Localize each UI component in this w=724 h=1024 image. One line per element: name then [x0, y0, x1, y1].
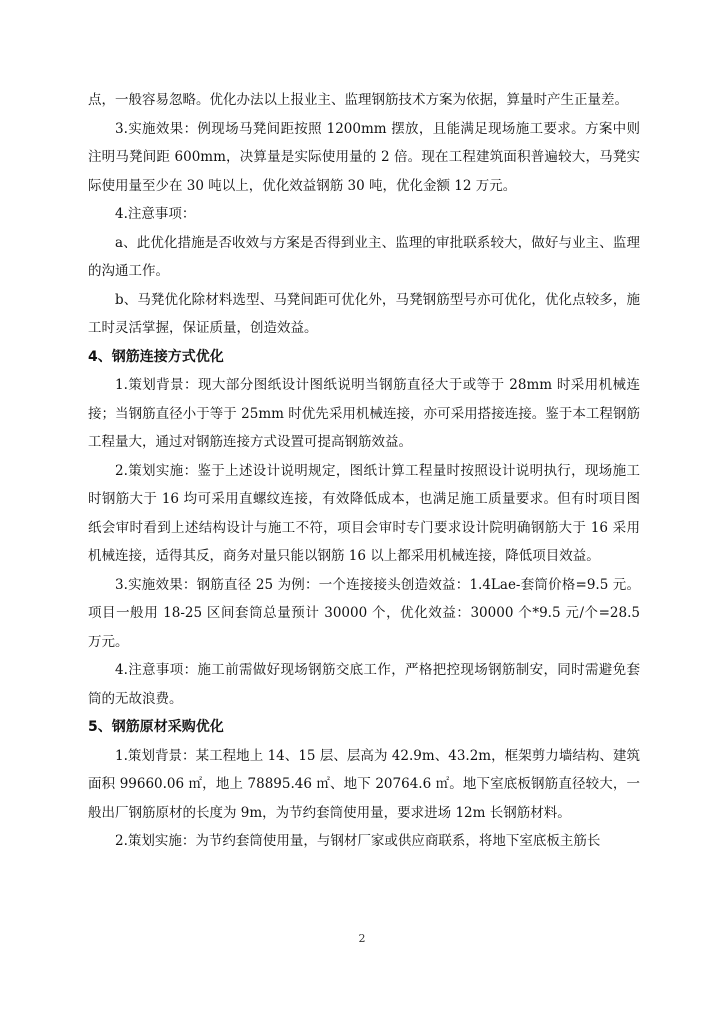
body-paragraph: 4.注意事项：施工前需做好现场钢筋交底工作，严格把控现场钢筋制安，同时需避免套筒的无故浪费。: [88, 662, 640, 707]
document-body: [88, 86, 640, 856]
body-paragraph: b、马凳优化除材料选型、马凳间距可优化外，马凳钢筋型号亦可优化，优化点较多，施工时灵活掌握，保证质量，创造效益。: [88, 291, 640, 336]
body-paragraph: 2.策划实施：鉴于上述设计说明规定，图纸计算工程量时按照设计说明执行，现场施工时钢筋大于 16 均可采用直螺纹连接，有效降低成本，也满足施工质量要求。但有时项目图纸会审时看到上述结构设计与施工不符，项目会审时专门要求设计院明确钢筋大于 16 采用机械连接，适得其反，商务对量只能以钢筋 16 以上都采用机械连接，降低项目效益。: [88, 462, 640, 564]
body-paragraph: 4.注意事项：: [115, 206, 196, 222]
body-paragraph: 点，一般容易忽略。优化办法以上报业主、监理钢筋技术方案为依据，算量时产生正量差。: [88, 92, 628, 108]
body-paragraph: 3.实施效果：例现场马凳间距按照 1200mm 摆放，且能满足现场施工要求。方案中则注明马凳间距 600mm，决算量是实际使用量的 2 倍。现在工程建筑面积普遍较大，马凳实际使用量至少在 30 吨以上，优化效益钢筋 30 吨，优化金额 12 万元。: [88, 120, 640, 194]
body-paragraph: 1.策划背景：现大部分图纸设计图纸说明当钢筋直径大于或等于 28mm 时采用机械连接；当钢筋直径小于等于 25mm 时优先采用机械连接，亦可采用搭接连接。鉴于本工程钢筋工程量大，通过对钢筋连接方式设置可提高钢筋效益。: [88, 377, 640, 450]
body-paragraph: 1.策划背景：某工程地上 14、15 层、层高为 42.9m、43.2m，框架剪力墙结构、建筑面积 99660.06 ㎡，地上 78895.46 ㎡、地下 20764.6 ㎡。地下室底板钢筋直径较大，一般出厂钢筋原材的长度为 9m，为节约套筒使用量，要求进场 12m 长钢筋材料。: [88, 747, 640, 821]
body-paragraph: 3.实施效果：钢筋直径 25 为例：一个连接接头创造效益：1.4Lae-套筒价格=9.5 元。项目一般用 18-25 区间套筒总量预计 30000 个，优化效益：30000 个*9.5 元/个=28.5 万元。: [88, 576, 640, 650]
section-heading: 5、钢筋原材采购优化: [88, 719, 224, 735]
body-paragraph: 2.策划实施：为节约套筒使用量，与钢材厂家或供应商联系，将地下室底板主筋长: [115, 833, 601, 849]
body-paragraph: a、此优化措施是否收效与方案是否得到业主、监理的审批联系较大，做好与业主、监理的沟通工作。: [88, 234, 640, 279]
page-number: 2: [358, 932, 366, 945]
section-heading: 4、钢筋连接方式优化: [88, 348, 224, 365]
